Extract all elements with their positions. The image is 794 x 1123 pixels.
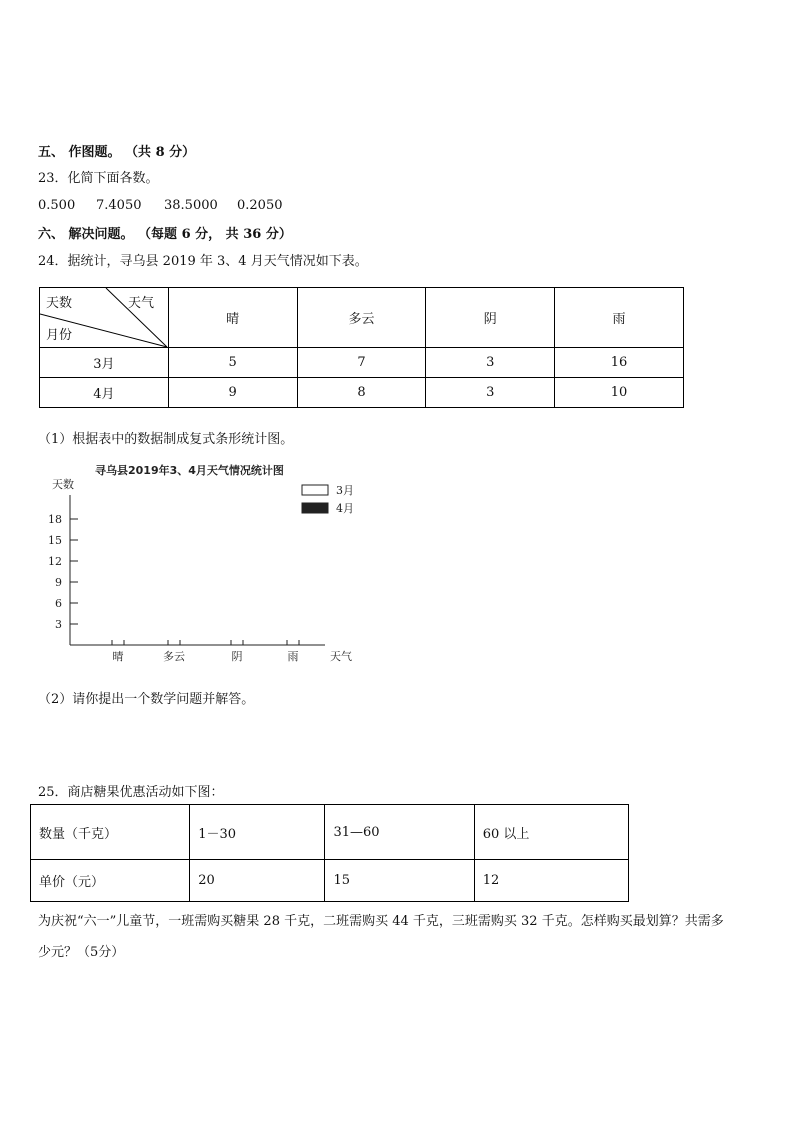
question-25-body-line-1: 为庆祝“六一”儿童节，一班需购买糖果 28 千克，二班需购买 44 千克，三班需购买 32 千克。怎样购买最划算？共需多 <box>38 914 724 929</box>
table-cell: 16 <box>555 348 684 378</box>
corner-label-month: 月份 <box>46 328 73 343</box>
table-cell: 60 以上 <box>474 805 628 860</box>
x-category-label: 晴 <box>112 650 124 663</box>
corner-label-weather: 天气 <box>128 296 155 311</box>
x-axis-label: 天气 <box>330 650 352 663</box>
header-rain: 雨 <box>555 288 684 348</box>
x-category-label: 阴 <box>231 650 243 663</box>
y-axis-label: 天数 <box>52 478 74 491</box>
table-cell: 3 <box>426 348 555 378</box>
table-cell: 8 <box>297 378 426 408</box>
header-overcast: 阴 <box>426 288 555 348</box>
table-cell: 3 <box>426 378 555 408</box>
x-category-label: 雨 <box>287 650 299 663</box>
section-5-title: 五、 作图题。 （共 8 分） <box>38 145 196 160</box>
candy-price-table <box>30 804 629 902</box>
y-tick-label: 9 <box>55 576 62 589</box>
q23-number-4: 0.2050 <box>237 198 283 213</box>
legend-swatch-april <box>302 503 328 513</box>
legend-swatch-march <box>302 485 328 495</box>
q23-number-3: 38.5000 <box>164 198 218 213</box>
table-cell: 10 <box>555 378 684 408</box>
weather-table <box>39 287 684 408</box>
question-25-text: 25．商店糖果优惠活动如下图： <box>38 785 224 800</box>
x-category-label: 多云 <box>163 650 185 663</box>
table-cell: 20 <box>190 860 325 902</box>
table-cell: 31—60 <box>325 805 474 860</box>
y-tick-label: 6 <box>55 597 62 610</box>
table-row <box>31 805 629 860</box>
table-cell: 15 <box>325 860 474 902</box>
table-corner-cell <box>40 288 169 348</box>
row-label: 3月 <box>40 348 169 378</box>
question-24-text: 24．据统计，寻乌县 2019 年 3、4 月天气情况如下表。 <box>38 254 368 269</box>
q23-number-1: 0.500 <box>38 198 76 213</box>
table-row <box>40 378 684 408</box>
bar-chart <box>40 455 370 670</box>
question-24-part-1: （1）根据表中的数据制成复式条形统计图。 <box>38 432 294 447</box>
row-label: 4月 <box>40 378 169 408</box>
legend-label-march: 3月 <box>336 484 354 497</box>
table-cell: 12 <box>474 860 628 902</box>
corner-label-days: 天数 <box>46 296 73 311</box>
table-cell: 1－30 <box>190 805 325 860</box>
table-cell: 7 <box>297 348 426 378</box>
y-tick-label: 12 <box>48 555 62 568</box>
question-24-part-2: （2）请你提出一个数学问题并解答。 <box>38 692 255 707</box>
table-cell: 单价（元） <box>31 860 190 902</box>
question-23-text: 23．化简下面各数。 <box>38 171 159 186</box>
chart-title: 寻乌县2019年3、4月天气情况统计图 <box>95 464 284 477</box>
legend-label-april: 4月 <box>336 502 354 515</box>
header-cloudy: 多云 <box>297 288 426 348</box>
table-cell: 5 <box>168 348 297 378</box>
y-tick-label: 15 <box>48 534 62 547</box>
table-row <box>40 348 684 378</box>
table-cell: 9 <box>168 378 297 408</box>
question-25-body-line-2: 少元？（5分） <box>38 945 125 960</box>
table-cell: 数量（千克） <box>31 805 190 860</box>
table-row <box>31 860 629 902</box>
section-6-title: 六、 解决问题。 （每题 6 分， 共 36 分） <box>38 227 292 242</box>
header-sunny: 晴 <box>168 288 297 348</box>
y-tick-label: 18 <box>48 513 62 526</box>
y-tick-label: 3 <box>55 618 62 631</box>
q23-number-2: 7.4050 <box>96 198 142 213</box>
